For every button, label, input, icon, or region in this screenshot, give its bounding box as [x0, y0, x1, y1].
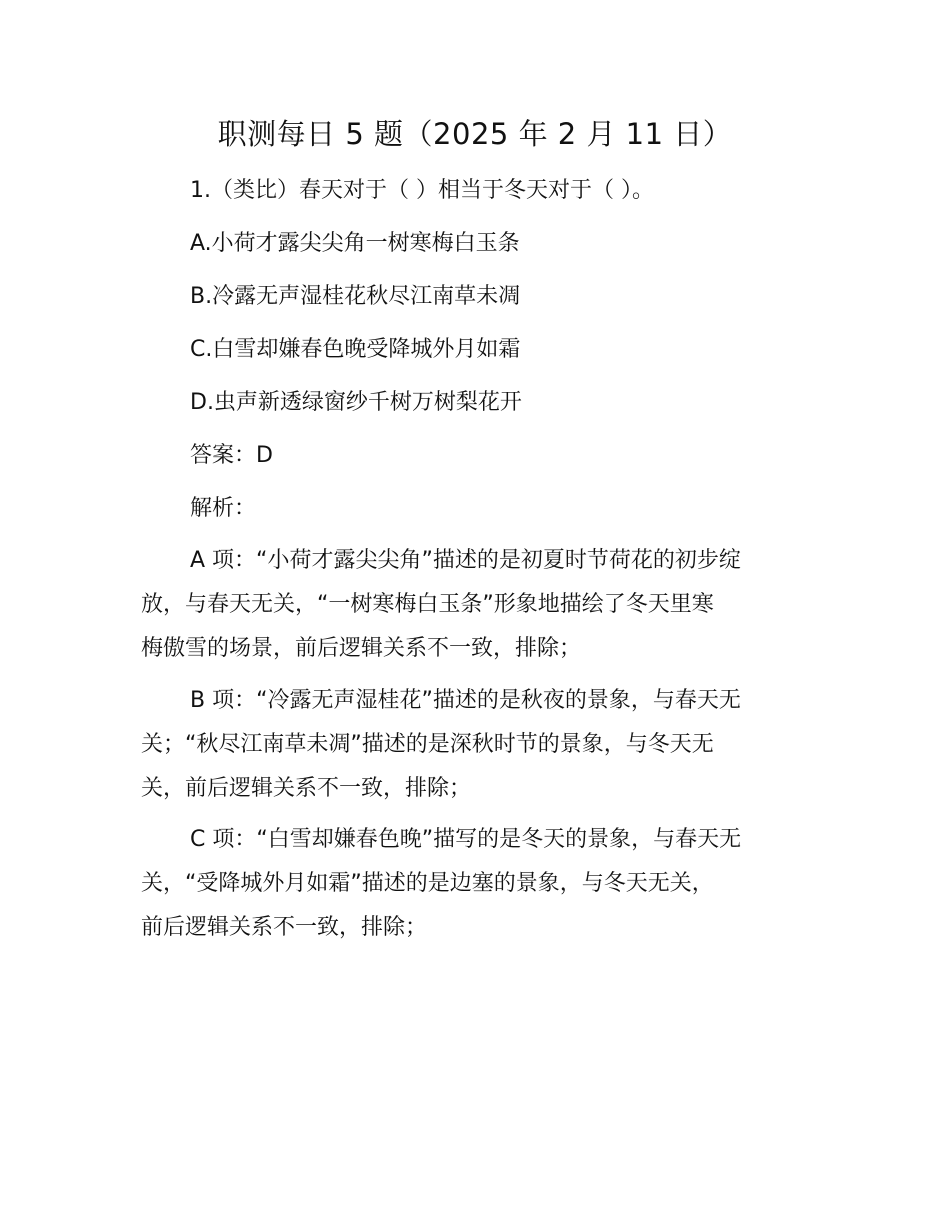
- question-stem: 1.（类比）春天对于（ ）相当于冬天对于（ ）。: [190, 178, 654, 203]
- option-b: B.冷露无声湿桂花秋尽江南草未凋: [190, 284, 521, 309]
- answer-line: 答案：D: [190, 443, 273, 468]
- analysis-a-line-3: 梅傲雪的场景，前后逻辑关系不一致，排除；: [141, 636, 582, 661]
- analysis-paragraph-a: [141, 539, 821, 671]
- analysis-b-line-2: 关；“秋尽江南草未凋”描述的是深秋时节的景象，与冬天无: [141, 732, 714, 757]
- analysis-c-line-1: C 项：“白雪却嫌春色晚”描写的是冬天的景象，与春天无: [190, 827, 742, 852]
- analysis-a-line-1: A 项：“小荷才露尖尖角”描述的是初夏时节荷花的初步绽: [190, 548, 741, 573]
- analysis-paragraph-c: [141, 818, 821, 950]
- analysis-b-line-3: 关，前后逻辑关系不一致，排除；: [141, 776, 472, 801]
- analysis-paragraph-b: [141, 679, 821, 811]
- option-c: C.白雪却嫌春色晚受降城外月如霜: [190, 337, 521, 362]
- analysis-c-line-3: 前后逻辑关系不一致，排除；: [141, 915, 428, 940]
- option-d: D.虫声新透绿窗纱千树万树梨花开: [190, 390, 522, 415]
- analysis-c-line-2: 关，“受降城外月如霜”描述的是边塞的景象，与冬天无关，: [141, 871, 714, 896]
- analysis-a-line-2: 放，与春天无关，“一树寒梅白玉条”形象地描绘了冬天里寒: [141, 592, 714, 617]
- option-a: A.小荷才露尖尖角一树寒梅白玉条: [190, 231, 520, 256]
- page-title: 职测每日 5 题（2025 年 2 月 11 日）: [217, 117, 733, 151]
- analysis-b-line-1: B 项：“冷露无声湿桂花”描述的是秋夜的景象，与春天无: [190, 688, 741, 713]
- analysis-heading: 解析：: [190, 496, 257, 521]
